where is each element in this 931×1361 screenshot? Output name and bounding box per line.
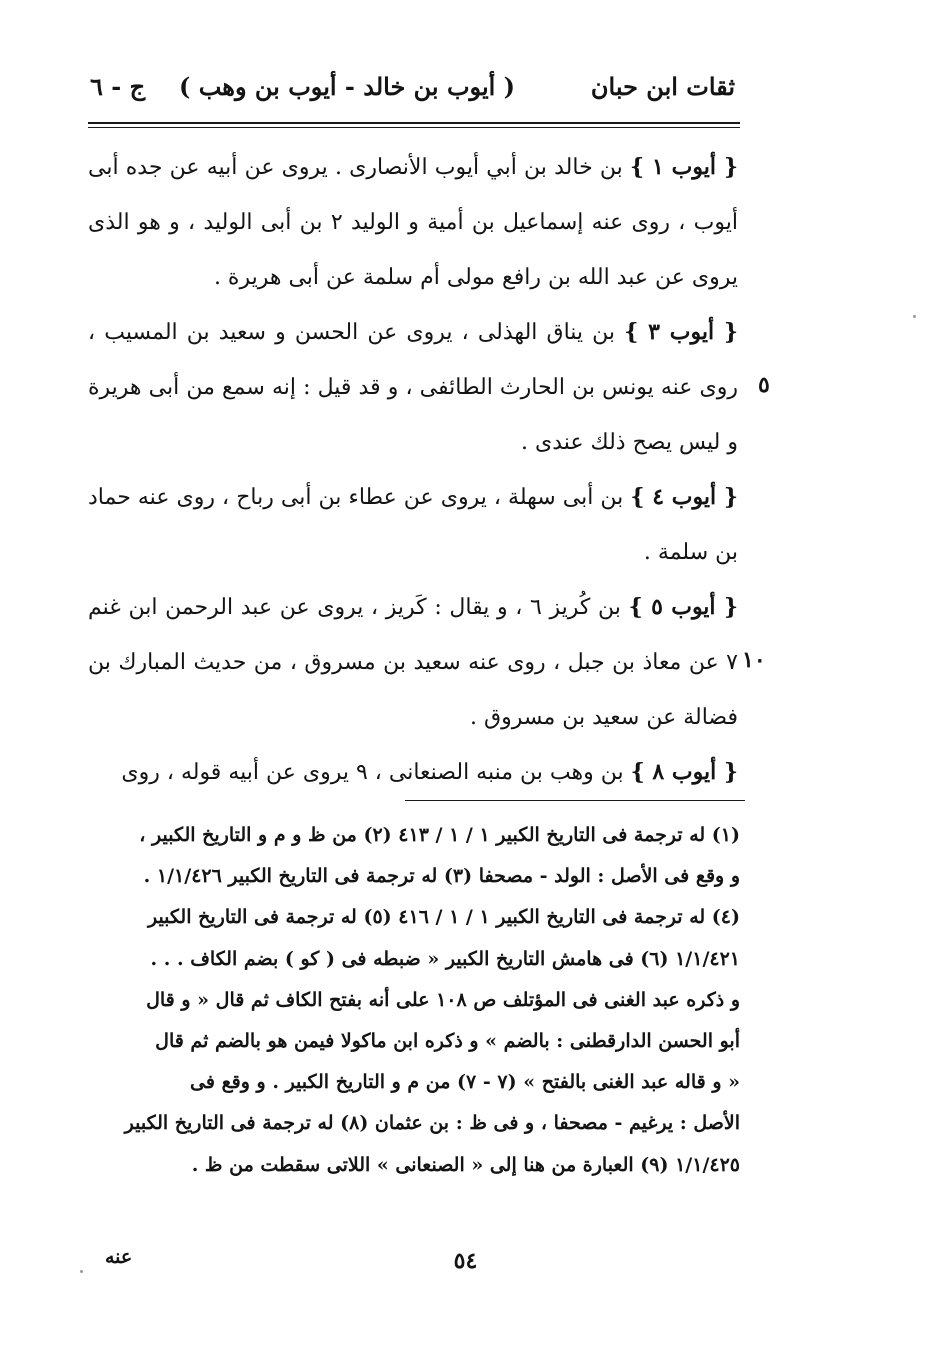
entry-ayyub-ibn-yannaq bbox=[88, 305, 738, 470]
footnote-line: (١) له ترجمة فى التاريخ الكبير ١ / ١ / ٤١٣ (٢) من ظ و م و التاريخ الكبير ، bbox=[139, 824, 740, 846]
footnote-line: و وقع فى الأصل : الولد - مصحفا (٣) له ترجمة فى التاريخ الكبير ١/١/٤٢٦ . bbox=[143, 865, 740, 888]
footnote-rule bbox=[405, 800, 745, 801]
entry-text: بن أبى سهلة ، يروى عن عطاء بن أبى رباح ، روى عنه حماد بن سلمة . bbox=[88, 485, 738, 565]
footnote-line: أبو الحسن الدارقطنى : بالضم » و ذكره ابن ماكولا فيمن هو بالضم ثم قال bbox=[155, 1030, 740, 1053]
running-header bbox=[90, 72, 735, 120]
entry-head: { أيوب ٨ } bbox=[630, 759, 738, 785]
entry-head: { أيوب ٥ } bbox=[628, 594, 739, 620]
entry-ayyub-ibn-khalid bbox=[88, 140, 738, 305]
entry-head: { أيوب ٤ } bbox=[630, 484, 738, 510]
entry-head: { أيوب ٣ } bbox=[624, 319, 739, 345]
entry-text: بن خالد بن أبي أيوب الأنصارى . يروى عن أبيه عن جده أبى أيوب ، روى عنه إسماعيل بن أمية و الوليد ٢ بن أبى الوليد ، و هو الذى يروى عن عبد الله بن رافع مولى أم سلمة عن أبى هريرة . bbox=[88, 155, 738, 290]
entry-ayyub-ibn-kuraiz bbox=[88, 580, 738, 745]
entry-head: { أيوب ١ } bbox=[629, 154, 738, 180]
entry-ayyub-ibn-wahb bbox=[88, 745, 738, 800]
book-title: ثقات ابن حبان bbox=[590, 72, 735, 101]
paper-speck bbox=[913, 315, 916, 318]
catchword: عنه bbox=[105, 1246, 133, 1268]
footnote-line: ١/١/٤٢١ (٦) فى هامش التاريخ الكبير « ضبطه فى ( كو ) بضم الكاف . . . bbox=[150, 947, 740, 970]
page-number: ٥٤ bbox=[453, 1248, 478, 1274]
footnote-line: (٤) له ترجمة فى التاريخ الكبير ١ / ١ / ٤١٦ (٥) له ترجمة فى التاريخ الكبير bbox=[147, 906, 740, 929]
entry-text: بن يناق الهذلى ، يروى عن الحسن و سعيد بن المسيب ، روى عنه يونس بن الحارث الطائفى ، و قد قيل : إنه سمع من أبى هريرة و ليس يصح ذلك عندى . bbox=[88, 320, 738, 455]
section-range: ( أيوب بن خالد - أيوب بن وهب ) bbox=[179, 72, 515, 101]
footnote-line: الأصل : يرغيم - مصحفا ، و فى ظ : بن عثمان (٨) له ترجمة فى التاريخ الكبير bbox=[124, 1112, 740, 1135]
footnote-line: و ذكره عبد الغنى فى المؤتلف ص ١٠٨ على أنه بفتح الكاف ثم قال « و قال bbox=[146, 988, 740, 1011]
footnote-line: ١/١/٤٢٥ (٩) العبارة من هنا إلى « الصنعانى » اللاتى سقطت من ظ . bbox=[191, 1153, 740, 1176]
entry-text: بن وهب بن منبه الصنعانى ، ٩ يروى عن أبيه قوله ، روى bbox=[121, 760, 624, 785]
line-number-10: ١٠ bbox=[742, 647, 766, 673]
entry-ayyub-ibn-abi-sahla bbox=[88, 470, 738, 580]
line-number-5: ٥ bbox=[758, 372, 770, 398]
footnotes bbox=[90, 815, 740, 1186]
main-text bbox=[88, 140, 738, 800]
volume-label: ج - ٦ bbox=[90, 72, 146, 101]
footnote-line: « و قاله عبد الغنى بالفتح » (٧ - ٧) من م و التاريخ الكبير . و وقع فى bbox=[190, 1071, 740, 1094]
header-rule bbox=[88, 122, 740, 128]
entry-text: بن كُريز ٦ ، و يقال : كَريز ، يروى عن عبد الرحمن ابن غنم ٧ عن معاذ بن جبل ، روى عنه سعيد بن مسروق ، من حديث المبارك بن فضالة عن سعيد بن مسروق . bbox=[88, 595, 738, 730]
paper-speck bbox=[80, 1270, 83, 1273]
